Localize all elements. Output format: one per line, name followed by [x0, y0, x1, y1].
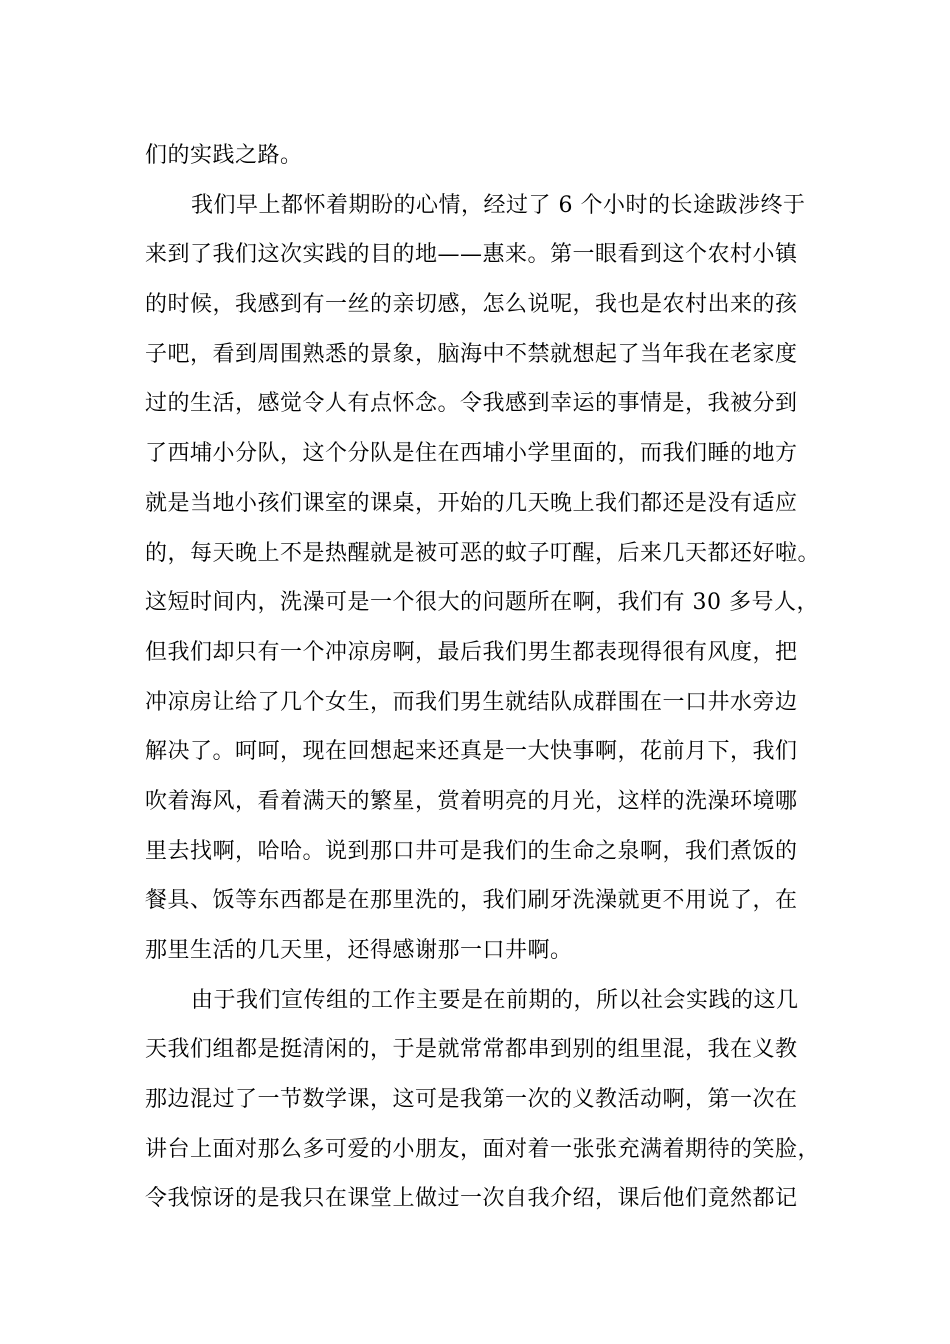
text-line: 的，每天晚上不是热醒就是被可恶的蚊子叮醒，后来几天都还好啦。 [145, 540, 821, 566]
text-line: 了西埔小分队，这个分队是住在西埔小学里面的，而我们睡的地方 [145, 441, 798, 467]
text-line: 但我们却只有一个冲凉房啊，最后我们男生都表现得很有风度，把 [145, 639, 798, 665]
text-line: 的时候，我感到有一丝的亲切感，怎么说呢，我也是农村出来的孩 [145, 292, 798, 318]
text-line: 那边混过了一节数学课，这可是我第一次的义教活动啊，第一次在 [145, 1087, 798, 1113]
text-line: 解决了。呵呵，现在回想起来还真是一大快事啊，花前月下，我们 [145, 739, 798, 765]
text-line: 讲台上面对那么多可爱的小朋友，面对着一张张充满着期待的笑脸， [145, 1136, 821, 1162]
text-line: 餐具、饭等东西都是在那里洗的，我们刷牙洗澡就更不用说了，在 [145, 888, 798, 914]
text-line: 们的实践之路。 [145, 143, 303, 168]
text-line: 天我们组都是挺清闲的，于是就常常都串到别的组里混，我在义教 [145, 1037, 798, 1063]
text-line: 就是当地小孩们课室的课桌，开始的几天晚上我们都还是没有适应 [145, 490, 798, 516]
text-line: 里去找啊，哈哈。说到那口井可是我们的生命之泉啊，我们煮饭的 [145, 838, 798, 864]
text-line: 那里生活的几天里，还得感谢那一口井啊。 [145, 938, 573, 963]
text-line: 由于我们宣传组的工作主要是在前期的，所以社会实践的这几 [191, 987, 799, 1013]
document-body [145, 131, 835, 1224]
text-line: 吹着海风，看着满天的繁星，赏着明亮的月光，这样的洗澡环境哪 [145, 788, 798, 814]
text-line: 冲凉房让给了几个女生，而我们男生就结队成群围在一口井水旁边 [145, 689, 798, 715]
text-line: 子吧，看到周围熟悉的景象，脑海中不禁就想起了当年我在老家度 [145, 341, 798, 367]
text-line: 来到了我们这次实践的目的地——惠来。第一眼看到这个农村小镇 [145, 242, 798, 268]
text-line: 我们早上都怀着期盼的心情，经过了 6 个小时的长途跋涉终于 [191, 192, 806, 218]
text-line: 令我惊讶的是我只在课堂上做过一次自我介绍，课后他们竟然都记 [145, 1186, 798, 1212]
text-line: 这短时间内，洗澡可是一个很大的问题所在啊，我们有 30 多号人， [145, 590, 819, 616]
text-line: 过的生活，感觉令人有点怀念。令我感到幸运的事情是，我被分到 [145, 391, 798, 417]
